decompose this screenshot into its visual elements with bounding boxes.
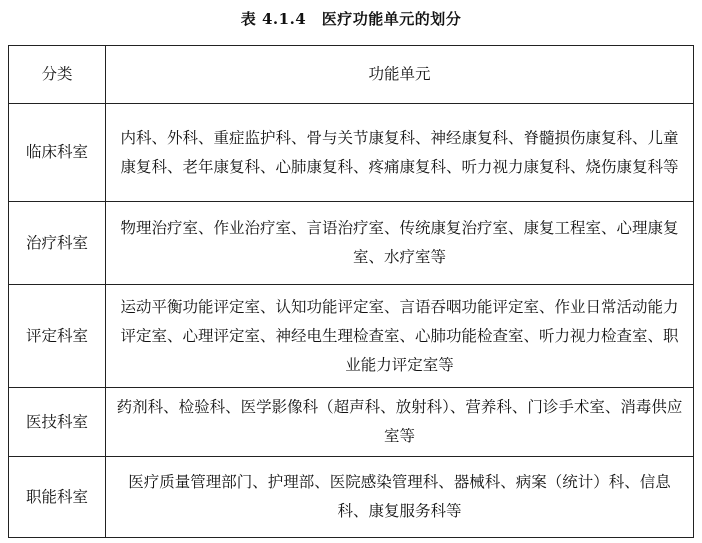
table-caption: 表 4.1.4 医疗功能单元的划分 — [240, 10, 462, 28]
row-category: 医技科室 — [9, 388, 106, 457]
row-units: 物理治疗室、作业治疗室、言语治疗室、传统康复治疗室、康复工程室、心理康复室、水疗室等 — [106, 202, 694, 285]
table-row — [9, 388, 694, 457]
function-unit-table — [8, 45, 694, 538]
row-units: 医疗质量管理部门、护理部、医院感染管理科、器械科、病案（统计）科、信息科、康复服务科等 — [106, 457, 694, 538]
table-row — [9, 202, 694, 285]
row-units: 药剂科、检验科、医学影像科（超声科、放射科）、营养科、门诊手术室、消毒供应室等 — [106, 388, 694, 457]
row-category: 职能科室 — [9, 457, 106, 538]
row-category: 评定科室 — [9, 285, 106, 388]
header-units: 功能单元 — [106, 46, 694, 104]
header-category: 分类 — [9, 46, 106, 104]
table-row — [9, 457, 694, 538]
row-category: 治疗科室 — [9, 202, 106, 285]
row-units: 运动平衡功能评定室、认知功能评定室、言语吞咽功能评定室、作业日常活动能力评定室、心理评定室、神经电生理检查室、心肺功能检查室、听力视力检查室、职业能力评定室等 — [106, 285, 694, 388]
table-row — [9, 285, 694, 388]
table-header-row — [9, 46, 694, 104]
row-category: 临床科室 — [9, 104, 106, 202]
row-units: 内科、外科、重症监护科、骨与关节康复科、神经康复科、脊髓损伤康复科、儿童康复科、老年康复科、心肺康复科、疼痛康复科、听力视力康复科、烧伤康复科等 — [106, 104, 694, 202]
table-row — [9, 104, 694, 202]
